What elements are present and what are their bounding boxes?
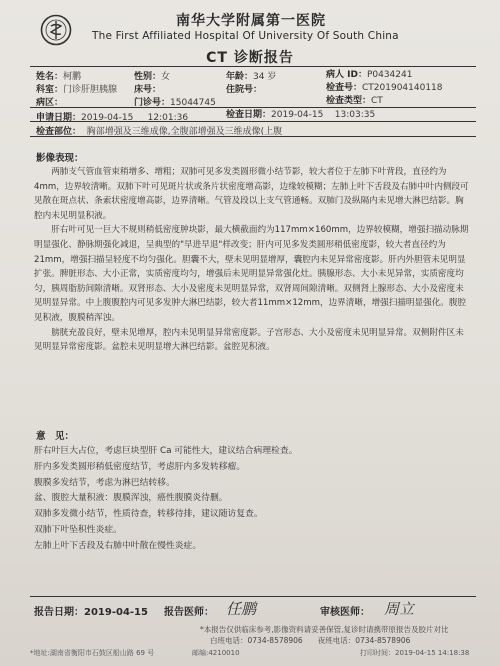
report-doctor-label: 报告医师：	[164, 607, 214, 618]
dates-divider	[30, 121, 476, 122]
findings-text	[34, 165, 472, 355]
hospital-name-cn: 南华大学附属第一医院	[176, 13, 326, 29]
hospital-address: *地址:湖南省衡阳市石鼓区船山路 69 号	[30, 649, 155, 657]
admission-field: 住院号：	[226, 85, 263, 95]
hospital-name-en: The First Affiliated Hospital Of University Of South China	[92, 30, 399, 42]
patient-id-field: 病人 ID：P0434241	[326, 70, 413, 80]
report-doctor-signature: 任鹏	[226, 600, 257, 618]
report-date-field: 报告日期：2019-04-15	[34, 607, 148, 618]
impression-line: 盆、腹腔大量积液：腹膜浑浊，癌性腹膜炎待删。	[34, 493, 228, 504]
impression-line: 肝内多发类圆形稍低密度结节，考虑肝内多发转移瘤。	[34, 461, 246, 472]
disclaimer-note	[200, 624, 449, 646]
phone-line: 白班电话：0734-8578906 夜班电话：0734-8578906	[210, 636, 411, 645]
apply-date-field: 申请日期：2019-04-15 12:01:36	[36, 113, 189, 123]
impression-line: 腹膜多发结节，考虑为淋巴结转移。	[34, 477, 175, 488]
impression-line: 双肺下叶坠积性炎症。	[34, 524, 122, 535]
gender-field: 性别：女	[134, 72, 171, 82]
patient-name-field: 姓名：柯鹏	[36, 72, 82, 82]
ward-field: 病区：	[36, 98, 64, 108]
footer-divider	[30, 596, 476, 597]
disclaimer-line: *本报告仅供临床参考,影像资料请妥善保管,复诊时请携带原报告及胶片对比	[200, 625, 449, 634]
exam-type-field: 检查类型：CT	[326, 96, 383, 106]
impression-line: 双肺多发微小结节，性质待查，转移待排，建议随访复查。	[34, 509, 263, 520]
department-field: 科室：门诊肝胆胰腺	[36, 85, 118, 95]
findings-paragraph: 肝右叶可见一巨大不规则稍低密度肿块影，最大横截面约为117mm×160mm，边界较模糊，增强扫描动脉期明显强化、静脉期强化减退，呈典型的"早进早退"样改变；肝内可见多发类圆形稍低密度影，较大者直径约为21mm，增强扫描呈轻度不均匀强化。胆囊不大，壁未见明显增厚，囊腔内未见异常密度影。肝内外胆管未见明显扩张。脾脏形态、大小正常，实质密度均匀，增强后未见明显异常强化灶。胰腺形态、大小未见异常，实质密度均匀，胰周脂肪间隙清晰。双肾形态、大小及密度未见明显异常，双肾周间隙清晰。双侧肾上腺形态、大小及密度未见明显异常。中上腹腹腔内可见多发肿大淋巴结影，较大者11mm×12mm，边界清晰，增强扫描明显强化。腹腔见积液，腹膜稍浑浊。	[34, 225, 469, 323]
impression-line: 肝右叶巨大占位，考虑巨块型肝 Ca 可能性大，建议结合病理检查。	[34, 446, 298, 456]
exam-date-field: 检查日期：2019-04-15 13:03:35	[226, 110, 376, 120]
exam-part-divider	[30, 136, 476, 137]
hospital-logo-icon	[40, 14, 72, 46]
findings-label: 影像表现：	[36, 153, 84, 164]
impression-list	[34, 444, 464, 555]
report-title: CT 诊断报告	[206, 50, 294, 66]
reviewer-label: 审核医师：	[320, 607, 370, 618]
impression-label: 意 见：	[36, 431, 75, 442]
findings-paragraph: 两肺支气管血管束稍增多、增粗；双肺可见多发类圆形微小结节影，较大者位于左肺下叶背段，直径约为4mm，边界较清晰。双肺下叶可见斑片状或条片状密度增高影，边缘较模糊；左肺上叶下舌段及右肺中叶内侧段可见散在斑点状、条索状密度增高影，边界清晰。气管及段以上支气管通畅。双肺门及纵隔内未见增大淋巴结影。胸腔内未见明显积液。	[34, 167, 469, 221]
age-field: 年龄：34 岁	[226, 72, 277, 82]
postcode: 邮编:4210010	[192, 649, 240, 657]
print-time: 打印时间：2019-04-15 14:18:38	[360, 649, 470, 657]
exam-part-field: 检查部位： 胸部增强及三维成像,全腹部增强及三维成像(上腹	[36, 127, 283, 137]
exam-number-field: 检查号：CT201904140118	[326, 83, 443, 93]
findings-paragraph: 膀胱充盈良好，壁未见增厚，腔内未见明显异常密度影。子宫形态、大小及密度未见明显异常。双侧附件区未见明显异常密度影。盆腔未见明显增大淋巴结影。盆腔见积液。	[34, 327, 464, 353]
reviewer-signature: 周立	[384, 600, 415, 618]
outpatient-field: 门诊号：15044745	[134, 98, 216, 108]
impression-line: 左肺上叶下舌段及右肺中叶散在慢性炎症。	[34, 540, 202, 551]
bed-field: 床号：	[134, 85, 162, 95]
